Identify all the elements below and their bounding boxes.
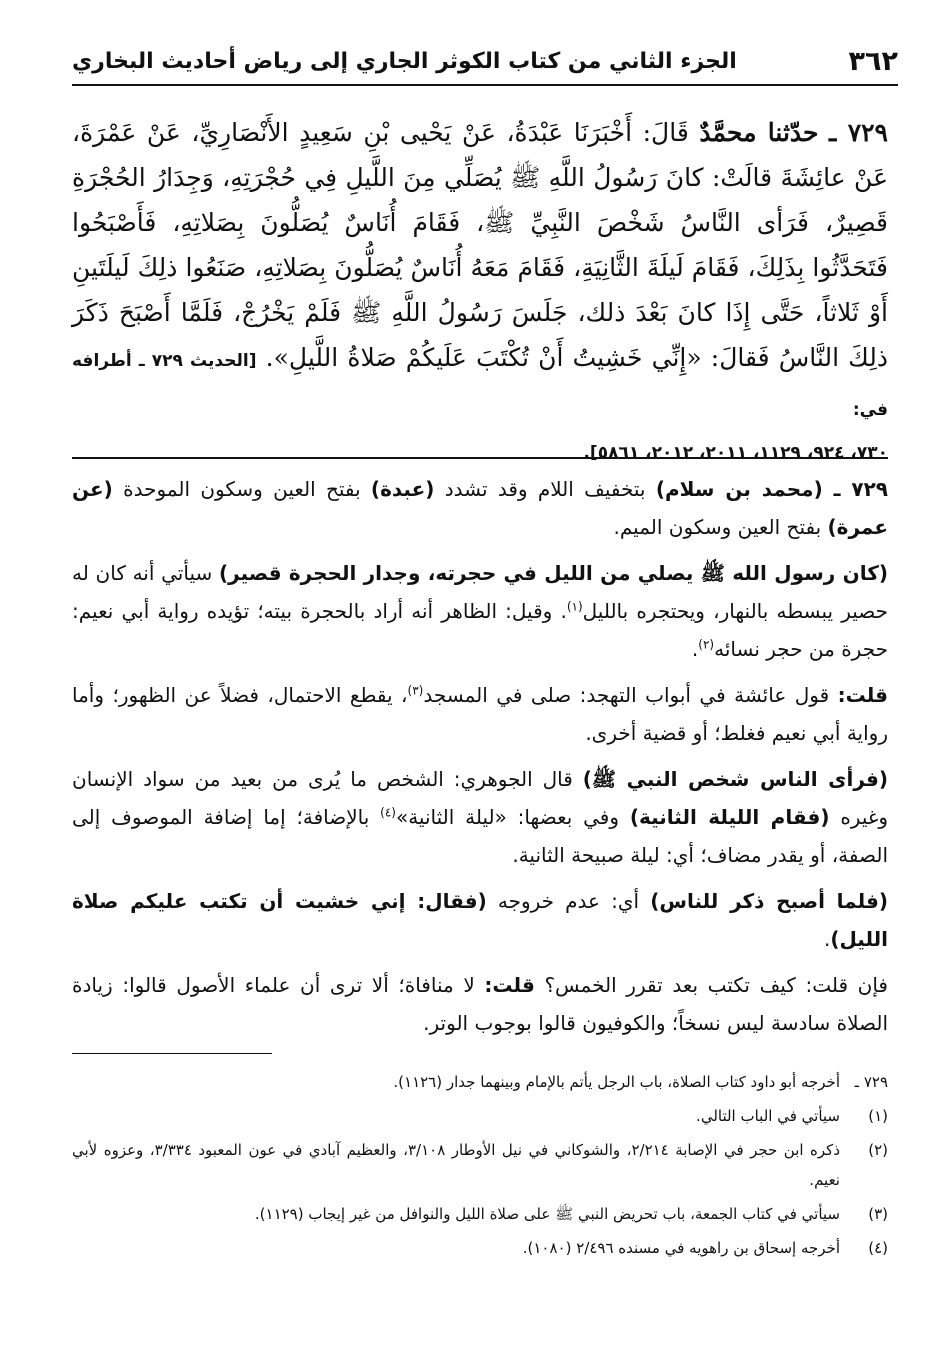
commentary-text: قال الجوهري: الشخص ما يُرى من بعيد من سواد الإنسان وغيره — [72, 767, 888, 829]
footnote-number: ٧٢٩ ـ — [854, 1073, 888, 1091]
hadith-chain-start: حدّثنا محمَّدٌ — [699, 118, 819, 147]
commentary-bold-term: (فلما أصبح ذكر للناس) — [650, 889, 888, 913]
commentary-text: ، يقطع الاحتمال، فضلاً عن الظهور؛ وأما رواية أبي نعيم فغلط؛ أو قضية أخرى. — [72, 683, 888, 745]
commentary-text: بالإضافة؛ إما إضافة الموصوف إلى الصفة، أو يقدر مضاف؛ أي: ليلة صبيحة الثانية. — [72, 805, 888, 867]
commentary-text: سيأتي أنه كان له حصير يبسطه بالنهار، ويحتجره بالليل — [72, 561, 888, 623]
footnote — [72, 1067, 888, 1097]
section-divider — [72, 457, 888, 459]
commentary-bold-term: (فقال: إني خشيت أن تكتب عليكم صلاة الليل) — [72, 889, 888, 951]
commentary-bold-term: (فقام الليلة الثانية) — [629, 805, 830, 829]
commentary-paragraph — [72, 966, 888, 1042]
commentary-text: . — [823, 927, 831, 951]
commentary-bold-term: (عبدة) — [370, 477, 435, 501]
commentary-text: قول عائشة في أبواب التهجد: صلى في المسجد — [423, 683, 838, 707]
commentary-text: . وقيل: الظاهر أنه أراد بالحجرة بيته؛ تؤيده رواية أبي نعيم: حجرة من حجر نسائه — [72, 599, 888, 661]
hadith-cross-ref-list: ٧٣٠، ٩٢٤، ١١٢٩، ٢٠١١، ٢٠١٢، ٥٨٦١]. — [583, 443, 888, 463]
footnote-text: سيأتي في الباب التالي. — [696, 1107, 840, 1125]
footnote-number: (٤) — [868, 1239, 888, 1257]
footnote — [72, 1101, 888, 1131]
footnote-marker: (٤) — [380, 805, 396, 820]
footnote — [72, 1233, 888, 1263]
hadith-cross-ref-note: [الحديث ٧٢٩ ـ أطرافه في: — [72, 351, 888, 420]
footnote-text: ذكره ابن حجر في الإصابة ٢/٢١٤، والشوكاني في نيل الأوطار ٣/١٠٨، والعظيم آبادي في عون المعبود ٣/٣٣٤، وعزوه لأبي نعيم. — [72, 1141, 840, 1189]
commentary-bold-term: قلت: — [484, 973, 535, 997]
commentary-paragraph — [72, 554, 888, 668]
commentary-text: . — [691, 637, 699, 661]
hadith-text — [72, 110, 888, 473]
footnotes — [72, 1067, 888, 1267]
commentary-text: بتخفيف اللام وقد تشدد — [434, 477, 656, 501]
commentary-text: فإن قلت: كيف تكتب بعد تقرر الخمس؟ — [534, 973, 888, 997]
commentary-bold-term: (عن عمرة) — [72, 477, 888, 539]
commentary-bold-term: (فرأى الناس شخص النبي ﷺ) — [582, 767, 889, 791]
running-header — [72, 38, 898, 86]
footnote-rule — [72, 1053, 272, 1054]
hadith-number: ٧٢٩ ـ — [829, 118, 888, 147]
commentary-text: لا منافاة؛ ألا ترى أن علماء الأصول قالوا: زيادة الصلاة سادسة ليس نسخاً؛ والكوفيون قالوا بوجوب الوتر. — [72, 973, 888, 1035]
commentary-bold-term: قلت: — [837, 683, 889, 707]
footnote-text: أخرجه إسحاق بن راهويه في مسنده ٢/٤٩٦ (١٠٨٠). — [522, 1239, 840, 1257]
footnote-number: (٣) — [868, 1205, 888, 1223]
commentary — [72, 470, 888, 1050]
commentary-bold-term: ٧٢٩ ـ (محمد بن سلام) — [655, 477, 888, 501]
commentary-paragraph — [72, 882, 888, 958]
commentary-bold-term: (كان رسول الله ﷺ يصلي من الليل في حجرته، وجدار الحجرة قصير) — [218, 561, 888, 585]
footnote-number: (٢) — [868, 1141, 888, 1159]
footnote — [72, 1199, 888, 1229]
book-title: الجزء الثاني من كتاب الكوثر الجاري إلى رياض أحاديث البخاري — [72, 48, 737, 74]
commentary-text: أي: عدم خروجه — [486, 889, 651, 913]
commentary-text: بفتح العين وسكون الميم. — [613, 515, 828, 539]
hadith-body: قَالَ: أَخْبَرَنَا عَبْدَةُ، عَنْ يَحْيى بْنِ سَعِيدٍ الأَنْصَارِيِّ، عَنْ عَمْرَةَ، عَنْ عائِشَةَ قالَتْ: كانَ رَسُولُ اللَّهِ ﷺ يُصَلِّي مِنَ اللَّيلِ فِي حُجْرَتِهِ، وَجِدَارُ الحُجْرَةِ قَصِيرٌ، فَرَأى النَّاسُ شَخْصَ النَّبِيِّ ﷺ، فَقَامَ أُنَاسٌ يُصَلُّونَ بِصَلاتِهِ، فَأَصْبَحُوا فَتَحَدَّثُوا بِذَلِكَ، فَقَامَ لَيلَةَ الثَّانِيَةِ، فَقَامَ مَعَهُ أُنَاسٌ يُصَلُّونَ بِصَلاتِهِ، صَنَعُوا ذلِكَ لَيلَتَينِ أَوْ ثَلاثاً، حَتَّى إِذَا كانَ بَعْدَ ذلك، جَلَسَ رَسُولُ اللَّهِ ﷺ فَلَمْ يَخْرُجْ، فَلَمَّا أَصْبَحَ ذَكَرَ ذلِكَ النَّاسُ فَقالَ: «إِنِّي خَشِيتُ أَنْ تُكْتَبَ عَلَيكُمْ صَلاةُ اللَّيلِ». — [72, 118, 888, 372]
commentary-paragraph — [72, 470, 888, 546]
footnote — [72, 1135, 888, 1195]
commentary-paragraph — [72, 760, 888, 874]
footnote-text: سيأتي في كتاب الجمعة، باب تحريض النبي ﷺ على صلاة الليل والنوافل من غير إيجاب (١١٢٩). — [254, 1205, 840, 1223]
commentary-text: وفي بعضها: «ليلة الثانية» — [395, 805, 630, 829]
footnote-marker: (٢) — [698, 637, 715, 652]
page-number: ٣٦٢ — [848, 45, 898, 77]
footnote-text: أخرجه أبو داود كتاب الصلاة، باب الرجل يأتم بالإمام وبينهما جدار (١١٢٦). — [393, 1073, 840, 1091]
commentary-paragraph — [72, 676, 888, 752]
footnote-marker: (٣) — [407, 683, 424, 698]
footnote-marker: (١) — [566, 599, 583, 614]
commentary-text: بفتح العين وسكون الموحدة — [112, 477, 371, 501]
footnote-number: (١) — [868, 1107, 888, 1125]
